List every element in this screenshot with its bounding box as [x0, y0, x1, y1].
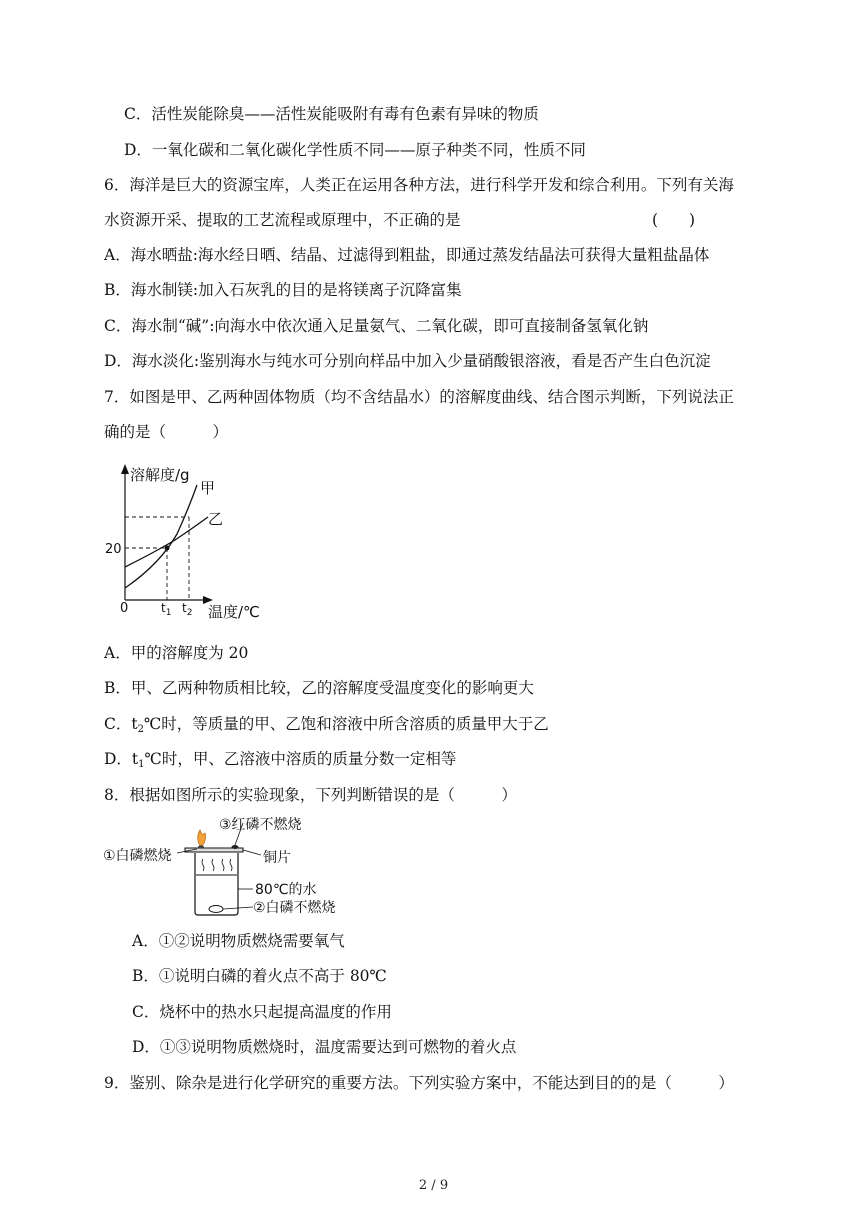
- steam-line-2: [212, 859, 214, 871]
- q6-option-a: A．海水晒盐:海水经日晒、结晶、过滤得到粗盐，即通过蒸发结晶法可获得大量粗盐晶体: [104, 246, 710, 264]
- x-tick-t2-letter: t: [182, 601, 187, 615]
- label-white-burning: ①白磷燃烧: [103, 848, 172, 864]
- q6-stem-line1: 6．海洋是巨大的资源宝库，人类正在运用各种方法，进行科学开发和综合利用。下列有关海: [104, 176, 734, 194]
- y-axis-arrow: [121, 464, 129, 474]
- q5-option-c: C．活性炭能除臭——活性炭能吸附有毒有色素有异味的物质: [124, 105, 539, 123]
- q6-stem-text: 水资源开采、提取的工艺流程或原理中，不正确的是: [104, 211, 461, 229]
- red-phosphorus: [232, 845, 239, 849]
- q8-stem: 8．根据如图所示的实验现象，下列判断错误的是（ ）: [104, 786, 517, 804]
- page-number: 2 / 9: [418, 1178, 449, 1193]
- q8-option-a: A．①②说明物质燃烧需要氧气: [132, 932, 345, 950]
- steam-line-4: [230, 859, 232, 871]
- curve-jia-label: 甲: [200, 479, 216, 497]
- leader-copper: [243, 850, 261, 855]
- q6-option-b: B．海水制镁:加入石灰乳的目的是将镁离子沉降富集: [104, 281, 462, 299]
- combustion-experiment-svg: [103, 815, 373, 920]
- solubility-curve-svg: [105, 460, 275, 625]
- intersection-point: [165, 546, 170, 551]
- q7-option-b: B．甲、乙两种物质相比较，乙的溶解度受温度变化的影响更大: [104, 679, 534, 697]
- steam-line-1: [202, 859, 204, 871]
- q8-option-d: D．①③说明物质燃烧时，温度需要达到可燃物的着火点: [132, 1038, 517, 1056]
- q7-c-subscript: 2: [137, 724, 144, 735]
- x-axis-label: 温度/℃: [208, 603, 260, 621]
- label-white-not-burning: ②白磷不燃烧: [253, 900, 336, 916]
- q7-d-prefix: D．t: [104, 750, 139, 768]
- q7-d-text: ℃时，甲、乙溶液中溶质的质量分数一定相等: [144, 750, 457, 768]
- origin-label: 0: [120, 601, 129, 616]
- y-tick-20: 20: [105, 542, 122, 557]
- x-tick-t1-sub: 1: [165, 608, 172, 618]
- q7-stem-line2: 确的是（ ）: [104, 423, 229, 441]
- q6-option-d: D．海水淡化:鉴别海水与纯水可分别向样品中加入少量硝酸银溶液，看是否产生白色沉淀: [104, 352, 711, 370]
- q7-c-prefix: C．t: [104, 715, 138, 733]
- curve-yi-label: 乙: [208, 510, 224, 528]
- q7-option-c: [104, 714, 549, 740]
- solubility-curve-figure: [105, 460, 275, 629]
- label-hot-water: 80℃的水: [255, 882, 317, 898]
- x-tick-t2-sub: 2: [186, 608, 193, 618]
- q6-option-c: C．海水制“碱”:向海水中依次通入足量氨气、二氧化碳，即可直接制备氢氧化钠: [104, 317, 649, 335]
- y-axis-label: 溶解度/g: [130, 466, 190, 484]
- q7-option-a: A．甲的溶解度为 20: [104, 644, 249, 662]
- q7-c-text: ℃时，等质量的甲、乙饱和溶液中所含溶质的质量甲大于乙: [143, 715, 549, 733]
- x-tick-t1-letter: t: [161, 601, 166, 615]
- q6-answer-blank: ( ): [652, 211, 696, 229]
- white-phosphorus-burning: [198, 845, 204, 849]
- q8-option-b: B．①说明白磷的着火点不高于 80℃: [132, 967, 387, 985]
- x-tick-t2: [182, 601, 192, 618]
- label-red-phosphorus: ③红磷不燃烧: [219, 817, 302, 833]
- curve-jia: [125, 485, 197, 588]
- q8-option-c: C．烧杯中的热水只起提高温度的作用: [132, 1003, 392, 1021]
- white-phosphorus-underwater: [209, 906, 223, 913]
- flame-icon: [198, 830, 206, 847]
- q7-stem-line1: 7．如图是甲、乙两种固体物质（均不含结晶水）的溶解度曲线、结合图示判断，下列说法正: [104, 388, 734, 406]
- q6-stem-line2: [104, 210, 461, 230]
- q9-stem: 9．鉴别、除杂是进行化学研究的重要方法。下列实验方案中，不能达到目的的是（ ）: [104, 1074, 734, 1092]
- steam-line-3: [222, 859, 224, 871]
- x-tick-t1: [161, 601, 171, 618]
- label-copper-plate: 铜片: [263, 850, 291, 866]
- q5-option-d: D．一氧化碳和二氧化碳化学性质不同——原子种类不同，性质不同: [124, 141, 586, 159]
- curve-yi: [125, 517, 208, 567]
- q7-d-subscript: 1: [138, 759, 145, 770]
- combustion-experiment-figure: [103, 815, 373, 924]
- q7-option-d: [104, 749, 456, 775]
